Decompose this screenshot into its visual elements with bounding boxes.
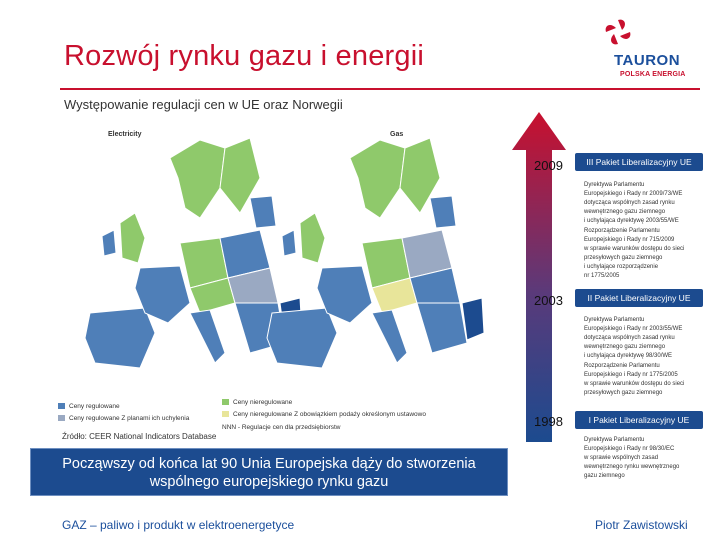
timeline-year-2009: 2009: [534, 158, 563, 173]
legend-swatch: [222, 399, 229, 405]
legend-unregulated-obligation: Ceny nieregulowane Z obowiązkiem podaży określonym ustawowo: [222, 411, 426, 418]
legend-regulated-planned: Ceny regulowane Z planami ich uchylenia: [58, 415, 189, 422]
package-2-regulation: Rozporządzenie Parlamentu Europejskiego i Rady nr 1775/2005 w sprawie warunków dostępu do sieci przesyłowych gazu ziemnego: [584, 363, 685, 396]
legend-swatch: [58, 415, 65, 421]
legend-nnn: NNN - Regulacje cen dla przedsiębiorstw: [222, 424, 341, 431]
legend-swatch: [222, 411, 229, 417]
package-2-directive: Dyrektywa Parlamentu Europejskiego i Rady nr 2003/55/WE dotycząca wspólnych zasad rynku wewnętrznego gazu ziemnego i uchylająca dyrektywę 98/30/WE: [584, 317, 683, 359]
banner-line-1: Począwszy od końca lat 90 Unia Europejska dąży do stworzenia: [62, 456, 476, 472]
banner-line-2: wspólnego europejskiego rynku gazu: [149, 474, 389, 490]
page-title: Rozwój rynku gazu i energii: [64, 40, 425, 72]
footer-title: GAZ – paliwo i produkt w elektroenergetyce: [62, 518, 295, 532]
package-3-directive: Dyrektywa Parlamentu Europejskiego i Rady nr 2009/73/WE dotycząca wspólnych zasad rynku wewnętrznego gazu ziemnego i uchylająca dyrektywę 2003/55/WE: [584, 182, 683, 224]
legend-swatch: [58, 403, 65, 409]
gas-map: [267, 131, 484, 368]
slide-subtitle: Występowanie regulacji cen w UE oraz Norwegii: [64, 97, 343, 112]
electricity-map-label: Electricity: [108, 131, 142, 138]
package-3-regulation: Rozporządzenie Parlamentu Europejskiego i Rady nr 715/2009 w sprawie warunków dostępu do sieci przesyłowych gazu ziemnego i uchylające rozporządzenie nr 1775/2005: [584, 228, 685, 279]
logo-subtitle: POLSKA ENERGIA: [620, 71, 686, 78]
timeline-year-2003: 2003: [534, 293, 563, 308]
logo-word: TAURON: [614, 52, 681, 69]
summary-banner: [30, 448, 508, 496]
package-2-badge: II Pakiet Liberalizacyjny UE: [575, 289, 703, 307]
footer-author: Piotr Zawistowski: [595, 518, 688, 532]
title-divider: [60, 88, 700, 90]
source-note: Źródło: CEER National Indicators Database: [62, 432, 217, 441]
legend-unregulated: Ceny nieregulowane: [222, 399, 292, 406]
package-3-badge: III Pakiet Liberalizacyjny UE: [575, 153, 703, 171]
gas-map-label: Gas: [390, 131, 404, 138]
legend-regulated: Ceny regulowane: [58, 403, 120, 410]
timeline-year-1998: 1998: [534, 414, 563, 429]
europe-maps: [50, 118, 510, 408]
package-1-directive: Dyrektywa Parlamentu Europejskiego i Rady nr 98/30/EC w sprawie wspólnych zasad wewnętrznego rynku wewnętrznego gazu ziemnego: [584, 437, 680, 479]
package-1-badge: I Pakiet Liberalizacyjny UE: [575, 411, 703, 429]
